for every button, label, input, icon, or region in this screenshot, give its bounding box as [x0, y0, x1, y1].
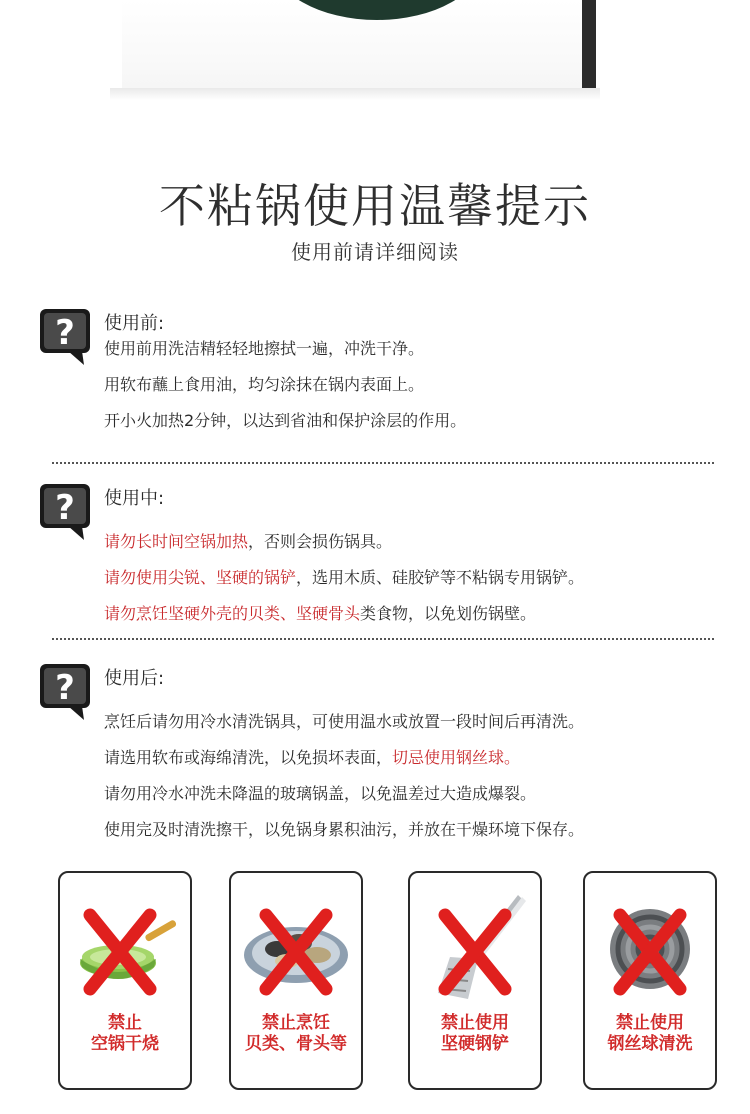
tip-warning-text: 请勿长时间空锅加热	[104, 532, 249, 551]
card-caption-line1: 禁止使用	[441, 1013, 509, 1033]
tip-text: 使用完及时清洗擦干，以免锅身累积油污，并放在干燥环境下保存。	[104, 820, 585, 839]
card-caption-line1: 禁止	[108, 1013, 142, 1033]
product-box-image	[122, 0, 596, 90]
warning-card-shellfish	[229, 871, 363, 1090]
section-lines	[104, 524, 584, 632]
tip-text: 请勿用冷水冲洗未降温的玻璃锅盖，以免温差过大造成爆裂。	[104, 784, 537, 803]
card-caption-line2: 钢丝球清洗	[607, 1034, 693, 1054]
warning-card-steel-wool	[583, 871, 717, 1090]
section-heading: 使用后:	[104, 668, 165, 689]
tip-text: 类食物，以免划伤锅壁。	[360, 604, 537, 623]
tip-line	[104, 776, 584, 812]
card-caption	[231, 1013, 361, 1055]
tip-warning-text: 切忌使用钢丝球。	[392, 748, 521, 767]
card-caption-line2: 空锅干烧	[91, 1034, 159, 1054]
question-bubble-icon	[38, 660, 94, 724]
tip-text: 用软布蘸上食用油，均匀涂抹在锅内表面上。	[104, 375, 425, 394]
empty-pan-icon	[68, 893, 182, 1003]
card-caption-line1: 禁止使用	[616, 1013, 684, 1033]
steel-wool-icon	[593, 893, 707, 1003]
tip-text: 使用前用洗洁精轻轻地擦拭一遍，冲洗干净。	[104, 339, 425, 358]
steel-spatula-icon	[418, 893, 532, 1003]
section-lines	[104, 331, 466, 439]
tip-text: 请选用软布或海绵清洗，以免损坏表面，	[104, 748, 393, 767]
svg-text:?: ?	[55, 313, 75, 353]
page-title: 不粘锅使用温馨提示	[159, 179, 591, 233]
tip-text: ，否则会损伤锅具。	[248, 532, 393, 551]
tip-line	[104, 560, 584, 596]
tip-line	[104, 367, 466, 403]
section-lines	[104, 704, 584, 848]
dotted-divider	[52, 638, 714, 640]
tip-line	[104, 812, 584, 848]
section-heading: 使用前:	[104, 313, 165, 334]
tip-line	[104, 704, 584, 740]
card-caption	[585, 1013, 715, 1055]
card-caption-line2: 贝类、骨头等	[245, 1034, 347, 1054]
shellfish-plate-icon	[239, 893, 353, 1003]
tip-warning-text: 请勿使用尖锐、坚硬的锅铲	[104, 568, 297, 587]
warning-card-steel-spatula	[408, 871, 542, 1090]
page-subtitle: 使用前请详细阅读	[291, 240, 459, 264]
dotted-divider	[52, 462, 714, 464]
card-caption-line2: 坚硬钢铲	[441, 1034, 509, 1054]
tip-warning-text: 请勿烹饪坚硬外壳的贝类、坚硬骨头	[104, 604, 361, 623]
section-heading: 使用中:	[104, 488, 165, 509]
card-caption-line1: 禁止烹饪	[262, 1013, 330, 1033]
svg-text:?: ?	[55, 668, 75, 708]
tip-line	[104, 596, 584, 632]
tip-line	[104, 403, 466, 439]
pan-bottom-image	[272, 0, 482, 20]
card-caption	[410, 1013, 540, 1055]
warning-card-empty-pan	[58, 871, 192, 1090]
tip-line	[104, 331, 466, 367]
card-caption	[60, 1013, 190, 1055]
box-shadow	[110, 88, 600, 100]
tip-text: ，选用木质、硅胶铲等不粘锅专用锅铲。	[296, 568, 585, 587]
question-bubble-icon	[38, 305, 94, 369]
tip-text: 开小火加热2分钟，以达到省油和保护涂层的作用。	[104, 411, 467, 430]
tip-line	[104, 740, 584, 776]
tip-text: 烹饪后请勿用冷水清洗锅具，可使用温水或放置一段时间后再清洗。	[104, 712, 585, 731]
svg-text:?: ?	[55, 488, 75, 528]
question-bubble-icon	[38, 480, 94, 544]
tip-line	[104, 524, 584, 560]
